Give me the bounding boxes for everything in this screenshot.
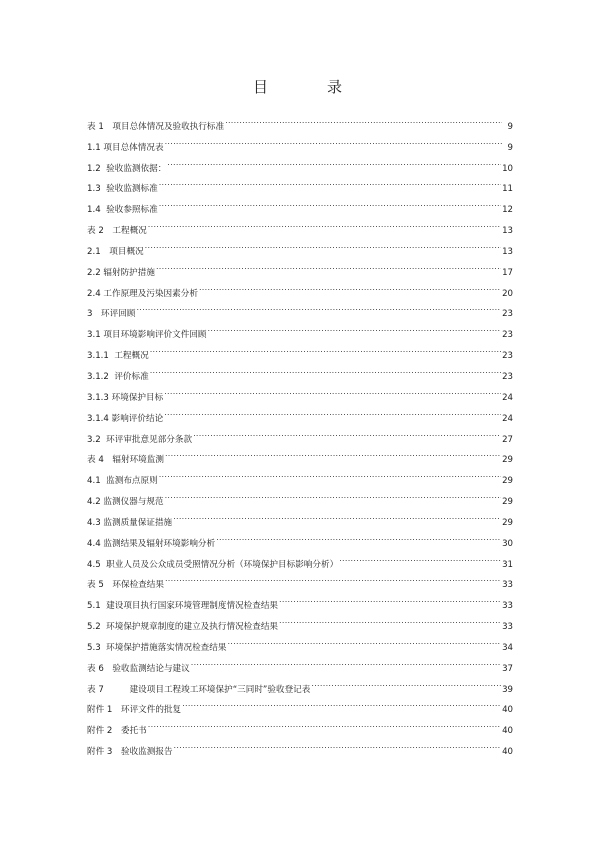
toc-entry-page: 33 (502, 601, 513, 612)
toc-entry-label: 表 6 验收监测结论与建议 (87, 663, 190, 674)
toc-leader-dots (156, 254, 501, 275)
toc-leader-dots (165, 442, 501, 463)
toc-leader-dots (150, 337, 501, 358)
toc-entry-label: 2.1 项目概况 (87, 246, 144, 257)
toc-entry[interactable] (87, 733, 513, 758)
toc-entry-page: 12 (502, 205, 513, 216)
toc-leader-dots (208, 316, 502, 337)
toc-leader-dots (193, 421, 501, 442)
toc-entry-page: 23 (502, 371, 513, 382)
table-of-contents (87, 108, 513, 758)
toc-leader-dots (199, 275, 501, 296)
toc-entry-label: 4.1 监测布点原则 (87, 476, 158, 487)
toc-entry-page: 31 (502, 559, 513, 570)
toc-entry-page: 37 (502, 663, 513, 674)
toc-entry-page: 17 (502, 267, 513, 278)
toc-entry-label: 1.3 验收监测标准 (87, 184, 158, 195)
toc-entry-page: 39 (502, 684, 513, 695)
toc-title: 目 录 (252, 78, 364, 96)
toc-entry-page: 13 (502, 246, 513, 257)
toc-entry-label: 5.3 环境保护措施落实情况检查结果 (87, 642, 227, 653)
toc-leader-dots (165, 129, 502, 150)
toc-entry-page: 20 (502, 288, 513, 299)
toc-leader-dots (279, 587, 501, 608)
toc-entry-label: 5.1 建设项目执行国家环境管理制度情况检查结果 (87, 601, 279, 612)
toc-leader-dots (159, 191, 501, 212)
toc-entry-page: 23 (502, 351, 513, 362)
toc-entry[interactable] (87, 379, 513, 403)
toc-entry-label: 3 环评回顾 (87, 309, 136, 320)
toc-entry-page: 29 (502, 476, 513, 487)
toc-leader-dots (173, 504, 501, 525)
toc-leader-dots (216, 525, 501, 546)
toc-leader-dots (136, 296, 501, 317)
toc-entry-page: 9 (507, 121, 513, 132)
toc-leader-dots (182, 692, 501, 713)
toc-entry-page: 24 (502, 413, 513, 424)
toc-entry-label: 3.1.4 影响评价结论 (87, 413, 164, 424)
toc-entry-label: 1.1 项目总体情况表 (87, 142, 164, 153)
toc-entry[interactable] (87, 712, 513, 737)
toc-leader-dots (150, 358, 501, 379)
toc-leader-dots (191, 650, 501, 671)
toc-entry-page: 40 (502, 726, 513, 737)
toc-entry-page: 10 (502, 163, 513, 174)
toc-entry[interactable] (87, 296, 513, 320)
toc-entry-label: 附件 2 委托书 (87, 726, 147, 737)
toc-entry[interactable] (87, 316, 513, 341)
toc-entry-page: 23 (502, 330, 513, 341)
toc-entry-page: 13 (502, 226, 513, 237)
toc-entry-page: 40 (502, 705, 513, 716)
toc-entry[interactable] (87, 337, 513, 362)
toc-entry-label: 2.4 工作原理及污染因素分析 (87, 288, 198, 299)
toc-leader-dots (164, 379, 501, 400)
toc-entry-label: 3.1.2 评价标准 (87, 371, 149, 382)
toc-entry-label: 附件 1 环评文件的批复 (87, 705, 182, 716)
toc-entry[interactable] (87, 108, 513, 132)
toc-leader-dots (225, 108, 502, 129)
toc-entry-label: 5.2 环境保护规章制度的建立及执行情况检查结果 (87, 622, 279, 633)
toc-leader-dots (148, 212, 501, 233)
toc-entry-label: 4.2 监测仪器与规范 (87, 497, 164, 508)
toc-entry-label: 4.5 职业人员及公众成员受照情况分析（环境保护目标影响分析） (87, 559, 339, 570)
toc-entry-page: 27 (502, 434, 513, 445)
toc-leader-dots (164, 400, 501, 421)
toc-entry-label: 表 7 建设项目工程竣工环境保护“三同时”验收登记表 (87, 684, 311, 695)
toc-leader-dots (145, 233, 501, 254)
toc-leader-dots (279, 608, 501, 629)
toc-leader-dots (159, 171, 501, 192)
toc-entry-page: 34 (502, 642, 513, 653)
toc-entry-label: 表 1 项目总体情况及验收执行标准 (87, 121, 225, 132)
toc-leader-dots (148, 712, 501, 733)
toc-leader-dots (159, 462, 501, 483)
toc-entry-label: 3.1 项目环境影响评价文件回顾 (87, 330, 207, 341)
toc-entry-label: 1.2 验收监测依据： (87, 163, 167, 174)
toc-leader-dots (167, 150, 501, 171)
toc-entry-page: 9 (507, 142, 513, 153)
toc-entry-page: 29 (502, 455, 513, 466)
toc-leader-dots (339, 546, 501, 567)
toc-entry[interactable] (87, 212, 513, 237)
toc-entry-label: 表 5 环保检查结果 (87, 580, 164, 591)
toc-entry-label: 4.4 监测结果及辐射环境影响分析 (87, 538, 216, 549)
toc-entry-label: 3.1.1 工程概况 (87, 351, 149, 362)
toc-entry-label: 3.2 环评审批意见部分条款 (87, 434, 193, 445)
toc-entry-label: 表 2 工程概况 (87, 226, 147, 237)
toc-entry[interactable] (87, 254, 513, 278)
toc-entry-page: 30 (502, 538, 513, 549)
toc-entry-page: 29 (502, 497, 513, 508)
toc-entry-page: 24 (502, 392, 513, 403)
toc-leader-dots (165, 567, 501, 588)
toc-entry-page: 23 (502, 309, 513, 320)
toc-leader-dots (227, 629, 501, 650)
toc-entry-label: 3.1.3 环境保护目标 (87, 392, 164, 403)
toc-entry-page: 11 (502, 184, 513, 195)
toc-entry-page: 33 (502, 580, 513, 591)
toc-entry-page: 33 (502, 622, 513, 633)
toc-entry-label: 1.4 验收参照标准 (87, 205, 158, 216)
toc-entry-label: 表 4 辐射环境监测 (87, 455, 164, 466)
toc-leader-dots (174, 733, 502, 754)
toc-leader-dots (311, 671, 501, 692)
toc-entry-label: 4.3 监测质量保证措施 (87, 517, 173, 528)
toc-entry[interactable] (87, 233, 513, 257)
toc-entry-label: 附件 3 验收监测报告 (87, 747, 173, 758)
toc-entry-page: 29 (502, 517, 513, 528)
toc-leader-dots (165, 483, 502, 504)
toc-entry[interactable] (87, 358, 513, 382)
toc-entry-label: 2.2 辐射防护措施 (87, 267, 155, 278)
toc-entry-page: 40 (502, 747, 513, 758)
